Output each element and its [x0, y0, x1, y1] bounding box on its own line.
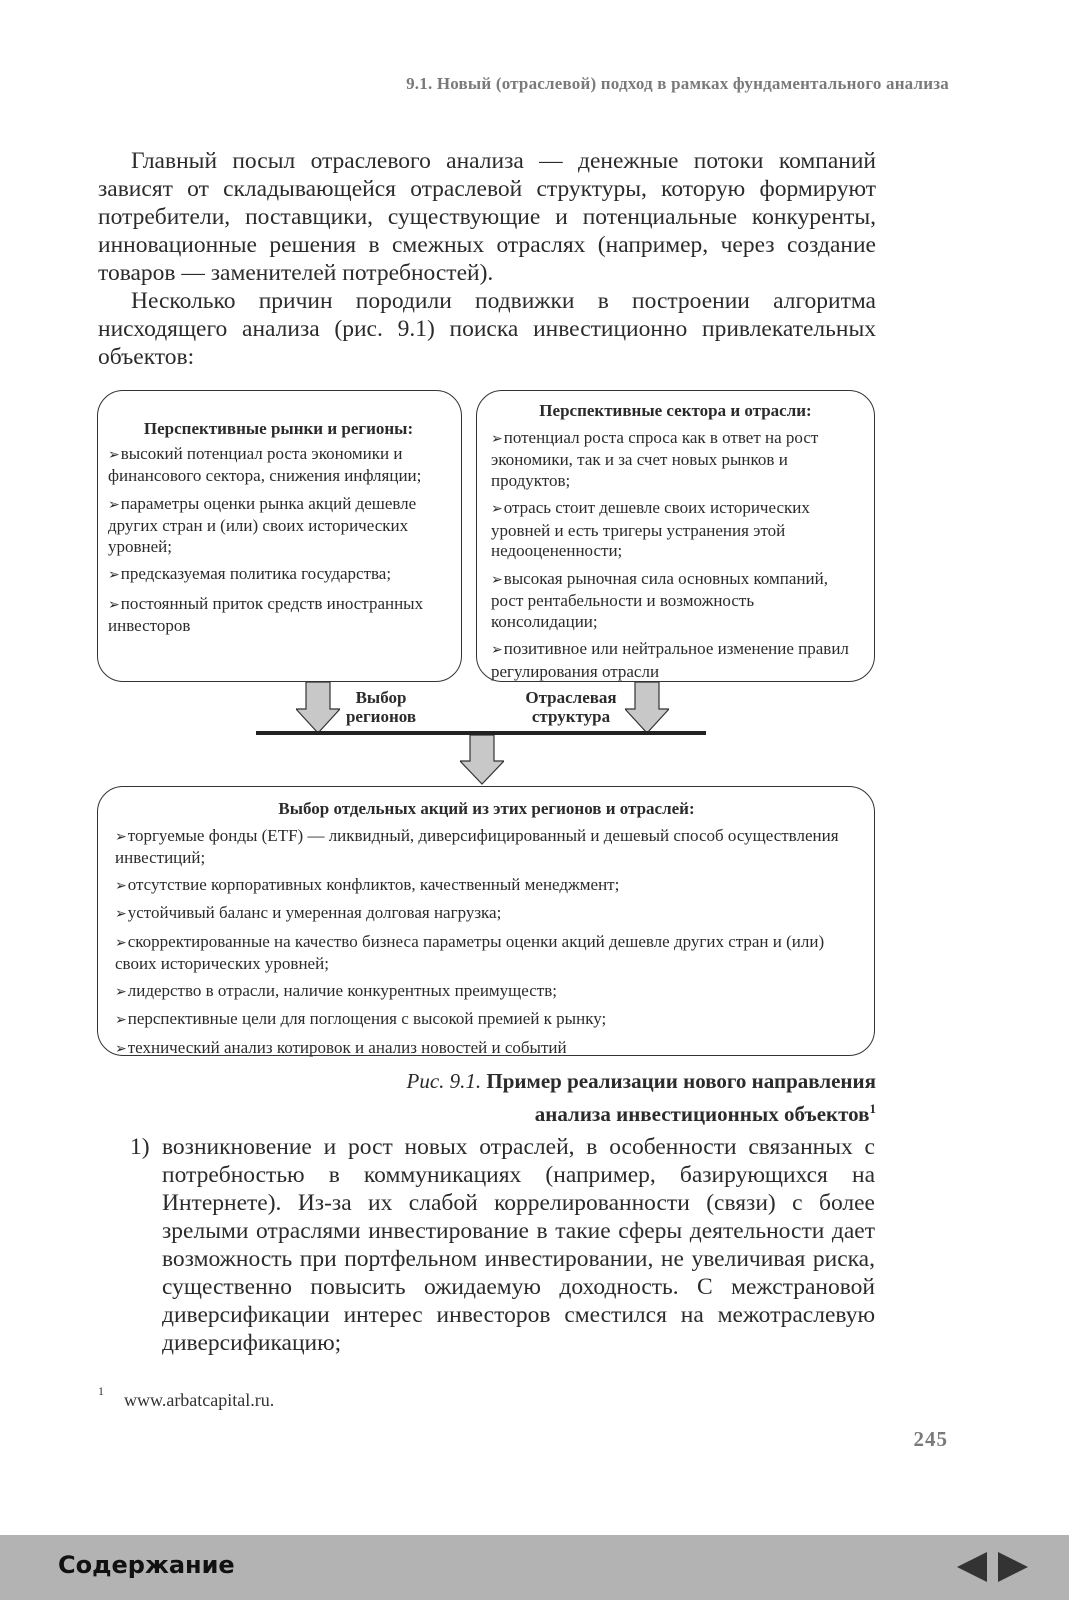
list-item-text: торгуемые фонды (ETF) — ликвидный, диверсифицированный и дешевый способ осуществления инвестиций;: [115, 825, 839, 867]
label-regions-choice: Выбор регионов: [345, 688, 417, 726]
caption-lead: Рис. 9.1.: [406, 1069, 482, 1093]
arrow-bullet-icon: ➢: [115, 1041, 127, 1057]
arrow-bullet-icon: ➢: [115, 935, 127, 951]
arrow-bullet-icon: ➢: [115, 878, 127, 894]
stocks-box: [97, 786, 875, 1056]
list-item: [115, 826, 858, 869]
paragraph-1: Главный посыл отраслевого анализа — денежные потоки компаний зависят от складывающейся отраслевой структуры, которую формируют потребители, поставщики, существующие и потенциальные конкуренты, инновационные решения в смежных отраслях (например, через создание товаров — заменителей потребностей).: [98, 148, 876, 286]
list-item-text: высокая рыночная сила основных компаний, рост рентабельности и возможность консолидации;: [491, 568, 828, 631]
arrow-bullet-icon: ➢: [108, 568, 120, 583]
list-item: [115, 1038, 858, 1061]
list-item-text: перспективные цели для поглощения с высокой премией к рынку;: [127, 1009, 607, 1028]
list-item: [491, 639, 860, 682]
caption-line-2: анализа инвестиционных объектов: [534, 1102, 870, 1126]
regions-box: [97, 390, 462, 682]
arrow-bullet-icon: ➢: [108, 597, 120, 613]
sectors-box: [476, 390, 875, 682]
list-item: [491, 498, 860, 562]
footnote-link[interactable]: www.arbatcapital.ru.: [124, 1390, 275, 1410]
arrow-bullet-icon: ➢: [115, 984, 127, 1000]
arrow-bullet-icon: ➢: [491, 643, 503, 658]
list-item-text: технический анализ котировок и анализ новостей и событий: [127, 1037, 567, 1057]
list-item-text: постоянный приток средств иностранных инвесторов: [108, 593, 424, 635]
sectors-list: [491, 428, 860, 683]
arrow-bullet-icon: ➢: [108, 447, 120, 463]
list-item: [108, 494, 449, 558]
list-item-text: предсказуемая политика государства;: [120, 564, 392, 583]
list-item-text: потенциал роста спроса как в ответ на рост экономики, так и за счет новых рынков и продуктов;: [491, 427, 819, 490]
list-item: [115, 903, 858, 926]
triangle-left-icon[interactable]: [953, 1549, 989, 1585]
arrow-bullet-icon: ➢: [491, 572, 503, 588]
bottom-navbar: [0, 1535, 1069, 1600]
list-item: [115, 932, 858, 975]
sectors-box-title: Перспективные сектора и отрасли:: [539, 401, 812, 420]
list-item-text: параметры оценки рынка акций дешевле других стран и (или) своих исторических уровней;: [108, 493, 417, 556]
list-item-text: позитивное или нейтральное изменение правил регулирования отрасли: [491, 639, 849, 681]
numbered-list-item: [130, 1133, 875, 1357]
arrow-bullet-icon: ➢: [491, 431, 503, 447]
list-item: [115, 875, 858, 898]
stocks-box-title: Выбор отдельных акций из этих регионов и отраслей:: [278, 799, 695, 818]
label-industry-structure: Отраслевая структура: [525, 688, 617, 726]
list-text: возникновение и рост новых отраслей, в особенности связанных с потребностью в коммуникациях (например, базирующихся на Интернете). Из-за их слабой коррелированности (связи) с более зрелыми отраслями инвестирование в такие сферы деятельности дает возможность при портфельном инвестировании, не увеличивая риска, существенно повысить ожидаемую доходность. С межстрановой диверсификации интерес инвесторов сместился на межотраслевую диверсификацию;: [162, 1134, 875, 1356]
caption-line-1: Пример реализации нового направления: [486, 1069, 876, 1093]
regions-list: [108, 444, 449, 637]
list-item-text: отсутствие корпоративных конфликтов, качественный менеджмент;: [127, 874, 620, 894]
list-item-text: устойчивый баланс и умеренная долговая нагрузка;: [127, 903, 502, 922]
figure-caption: [407, 1068, 877, 1128]
arrow-bullet-icon: ➢: [491, 502, 503, 517]
page-number: 245: [913, 1427, 948, 1451]
triangle-right-icon[interactable]: [996, 1549, 1032, 1585]
list-item: [115, 981, 858, 1004]
contents-button[interactable]: Содержание: [58, 1551, 235, 1579]
list-item: [491, 428, 860, 492]
down-arrow-icon-right: [625, 682, 669, 734]
arrow-bullet-icon: ➢: [115, 1013, 127, 1028]
list-item-text: высокий потенциал роста экономики и финансового сектора, снижения инфляции;: [108, 443, 422, 485]
down-arrow-icon-left: [296, 682, 340, 734]
regions-box-title: Перспективные рынки и регионы:: [143, 419, 414, 438]
list-item-text: лидерство в отрасли, наличие конкурентных преимуществ;: [127, 980, 557, 1000]
down-arrow-icon-center: [460, 735, 504, 785]
footnote: [98, 1384, 275, 1411]
intro-text: [98, 147, 876, 371]
arrow-bullet-icon: ➢: [115, 829, 127, 845]
list-item: [108, 564, 449, 587]
arrow-bullet-icon: ➢: [108, 497, 120, 513]
arrow-bullet-icon: ➢: [115, 907, 127, 922]
list-item: [491, 569, 860, 633]
running-header: 9.1. Новый (отраслевой) подход в рамках фундаментального анализа: [406, 74, 949, 93]
list-item: [115, 1009, 858, 1032]
list-item: [108, 444, 449, 487]
stocks-list: [115, 826, 858, 1061]
paragraph-2: Несколько причин породили подвижки в построении алгоритма нисходящего анализа (рис. 9.1) поиска инвестиционно привлекательных объектов:: [98, 288, 876, 370]
footnote-mark: 1: [98, 1384, 104, 1398]
caption-footnote-mark: 1: [869, 1101, 876, 1116]
list-item-text: скорректированные на качество бизнеса параметры оценки акций дешевле других стран и (или) своих исторических уровней;: [115, 931, 825, 973]
list-number: 1): [130, 1134, 150, 1160]
list-item: [108, 594, 449, 637]
list-item-text: отрась стоит дешевле своих исторических уровней и есть тригеры устранения этой недооцененности;: [491, 498, 810, 560]
